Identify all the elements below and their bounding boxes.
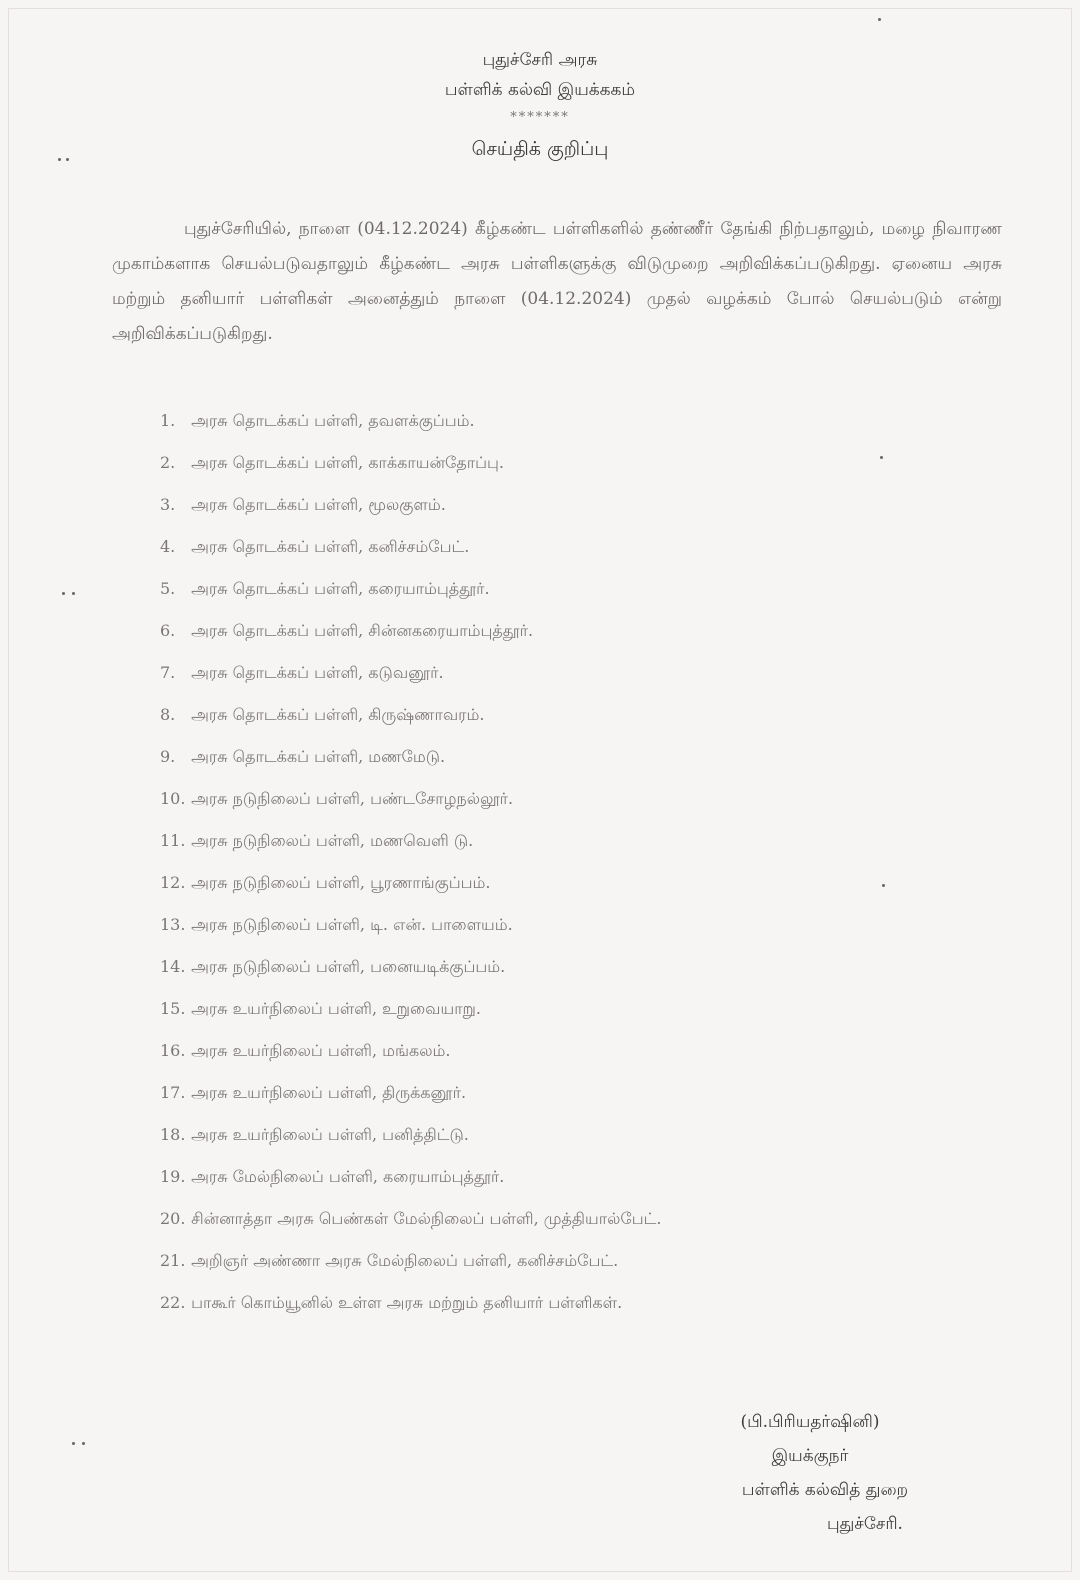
item-number: 2. (160, 453, 176, 472)
list-item (160, 699, 960, 741)
item-number: 8. (160, 705, 176, 724)
item-text: அரசு தொடக்கப் பள்ளி, கனிச்சம்பேட். (191, 537, 470, 556)
scan-speck (82, 1442, 85, 1445)
scan-speck (72, 592, 75, 595)
signature-block (640, 1405, 980, 1541)
item-number: 16. (160, 1041, 186, 1060)
item-text: அறிஞர் அண்ணா அரசு மேல்நிலைப் பள்ளி, கனிச்சம்பேட். (191, 1251, 619, 1270)
announcement-paragraph: புதுச்சேரியில், நாளை (04.12.2024) கீழ்கண்ட பள்ளிகளில் தண்ணீர் தேங்கி நிற்பதாலும், மழை நிவாரண முகாம்களாக செயல்படுவதாலும் கீழ்கண்ட அரசு பள்ளிகளுக்கு விடுமுறை அறிவிக்கப்படுகிறது. ஏனைய அரசு மற்றும் தனியார் பள்ளிகள் அனைத்தும் நாளை (04.12.2024) முதல் வழக்கம் போல் செயல்படும் என்று அறிவிக்கப்படுகிறது. (112, 219, 1002, 344)
scan-speck (878, 18, 881, 21)
list-item (160, 993, 960, 1035)
item-number: 12. (160, 873, 186, 892)
list-item (160, 615, 960, 657)
item-text: அரசு உயர்நிலைப் பள்ளி, திருக்கனூர். (191, 1083, 467, 1102)
scan-speck (58, 158, 61, 161)
item-text: அரசு உயர்நிலைப் பள்ளி, மங்கலம். (191, 1041, 451, 1060)
list-item (160, 867, 960, 909)
item-number: 17. (160, 1083, 186, 1102)
item-number: 14. (160, 957, 186, 976)
list-item (160, 1119, 960, 1161)
item-number: 15. (160, 999, 186, 1018)
item-number: 18. (160, 1125, 186, 1144)
item-number: 1. (160, 411, 176, 430)
item-number: 21. (160, 1251, 186, 1270)
item-text: அரசு தொடக்கப் பள்ளி, தவளக்குப்பம். (191, 411, 475, 430)
item-text: அரசு உயர்நிலைப் பள்ளி, உறுவையாறு. (191, 999, 482, 1018)
list-item (160, 657, 960, 699)
item-number: 4. (160, 537, 176, 556)
item-number: 7. (160, 663, 176, 682)
list-item (160, 825, 960, 867)
item-text: அரசு மேல்நிலைப் பள்ளி, கரையாம்புத்தூர். (191, 1167, 505, 1186)
government-title: புதுச்சேரி அரசு (482, 50, 598, 70)
list-item (160, 1161, 960, 1203)
item-text: அரசு தொடக்கப் பள்ளி, கடுவனூர். (191, 663, 444, 682)
signatory-place: புதுச்சேரி. (827, 1514, 903, 1534)
scan-speck (62, 592, 65, 595)
item-number: 3. (160, 495, 176, 514)
scan-speck (66, 158, 69, 161)
item-number: 5. (160, 579, 176, 598)
school-list (160, 405, 960, 1329)
scan-speck (882, 884, 885, 887)
item-text: அரசு நடுநிலைப் பள்ளி, பூரணாங்குப்பம். (191, 873, 491, 892)
list-item (160, 447, 960, 489)
list-item (160, 783, 960, 825)
list-item (160, 951, 960, 993)
item-number: 10. (160, 789, 186, 808)
document-header (0, 50, 1080, 163)
item-text: அரசு தொடக்கப் பள்ளி, கிருஷ்ணாவரம். (191, 705, 485, 724)
item-number: 6. (160, 621, 176, 640)
list-item (160, 405, 960, 447)
signatory-title: இயக்குநர் (771, 1446, 849, 1466)
item-text: அரசு நடுநிலைப் பள்ளி, பனையடிக்குப்பம். (191, 957, 506, 976)
press-release-title: செய்திக் குறிப்பு (471, 138, 609, 160)
item-number: 9. (160, 747, 176, 766)
item-text: அரசு தொடக்கப் பள்ளி, காக்காயன்தோப்பு. (191, 453, 504, 472)
list-item (160, 489, 960, 531)
list-item (160, 531, 960, 573)
item-text: அரசு உயர்நிலைப் பள்ளி, பனித்திட்டு. (191, 1125, 469, 1144)
item-text: அரசு நடுநிலைப் பள்ளி, மணவெளி டு. (191, 831, 474, 850)
list-item (160, 1245, 960, 1287)
scan-speck (880, 456, 883, 459)
list-item (160, 909, 960, 951)
item-number: 19. (160, 1167, 186, 1186)
list-item (160, 1077, 960, 1119)
list-item (160, 1203, 960, 1245)
item-text: பாகூர் கொம்யூனில் உள்ள அரசு மற்றும் தனியார் பள்ளிகள். (191, 1293, 623, 1312)
item-text: அரசு தொடக்கப் பள்ளி, மூலகுளம். (191, 495, 446, 514)
list-item (160, 573, 960, 615)
item-number: 11. (160, 831, 186, 850)
separator-stars: ******* (510, 110, 570, 125)
item-text: அரசு தொடக்கப் பள்ளி, மணமேடு. (191, 747, 446, 766)
item-number: 13. (160, 915, 186, 934)
signatory-department: பள்ளிக் கல்வித் துறை (741, 1480, 909, 1500)
list-item (160, 1287, 960, 1329)
directorate-title: பள்ளிக் கல்வி இயக்ககம் (444, 80, 636, 100)
item-text: அரசு நடுநிலைப் பள்ளி, டி. என். பாளையம். (191, 915, 513, 934)
item-number: 22. (160, 1293, 186, 1312)
signatory-name: (பி.பிரியதர்ஷினி) (740, 1412, 880, 1432)
item-text: அரசு தொடக்கப் பள்ளி, சின்னகரையாம்புத்தூர். (191, 621, 534, 640)
item-text: அரசு நடுநிலைப் பள்ளி, பண்டசோழநல்லூர். (191, 789, 514, 808)
item-text: அரசு தொடக்கப் பள்ளி, கரையாம்புத்தூர். (191, 579, 490, 598)
list-item (160, 1035, 960, 1077)
item-number: 20. (160, 1209, 186, 1228)
item-text: சின்னாத்தா அரசு பெண்கள் மேல்நிலைப் பள்ளி, முத்தியால்பேட். (191, 1209, 662, 1228)
scan-speck (72, 1442, 75, 1445)
list-item (160, 741, 960, 783)
